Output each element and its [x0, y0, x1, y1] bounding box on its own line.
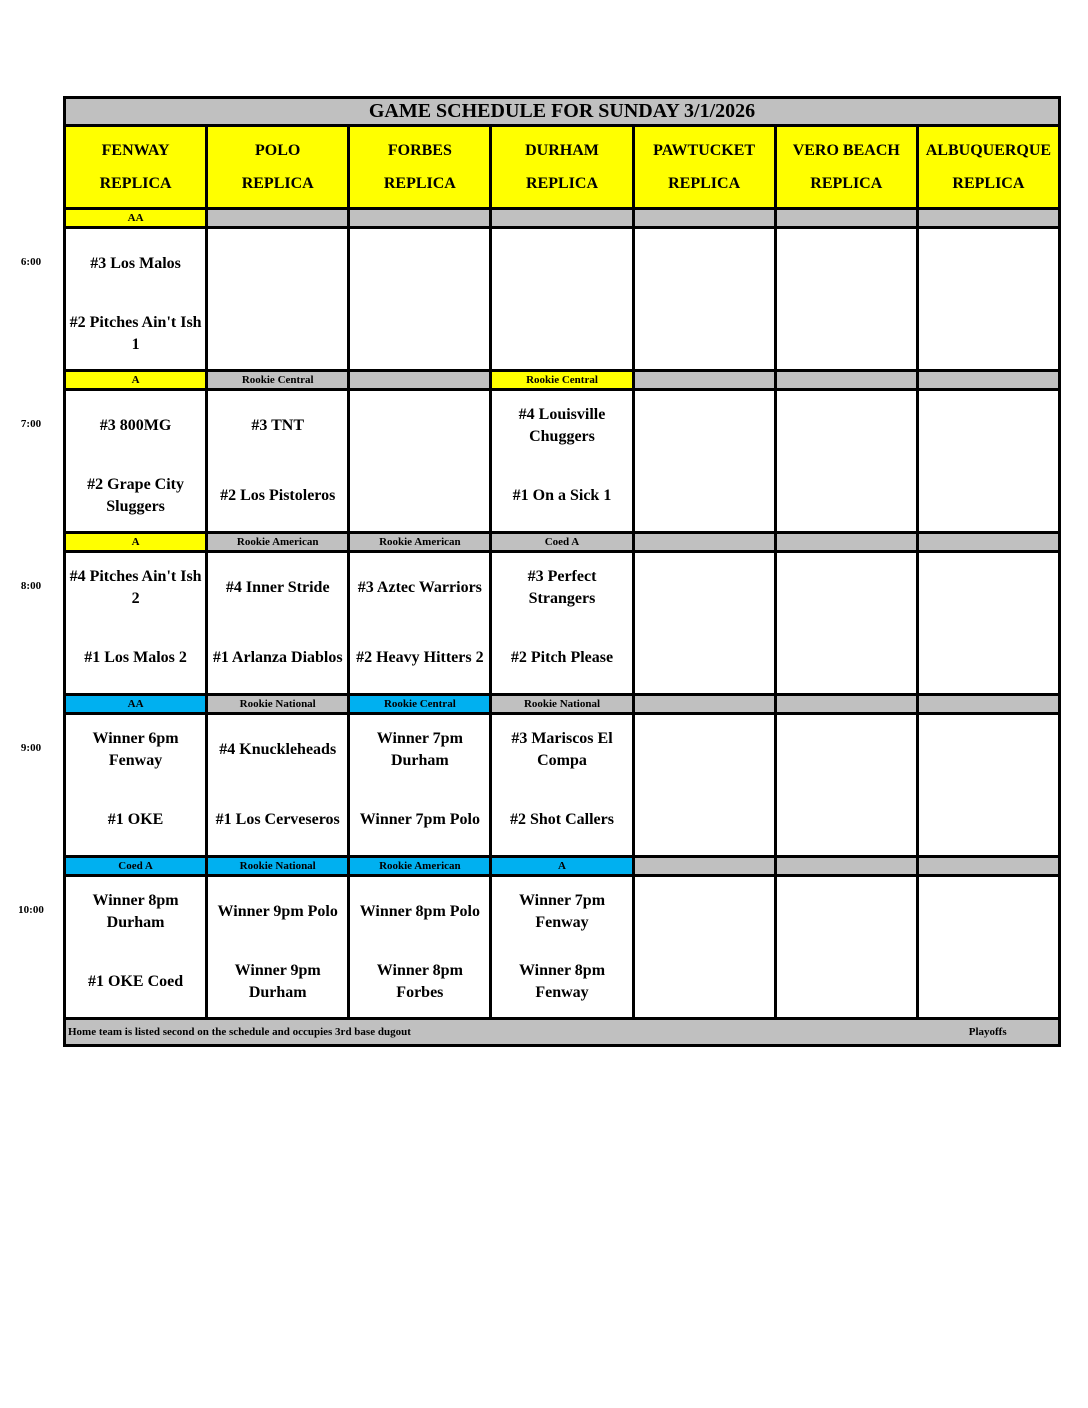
- field-name: FORBES: [387, 142, 452, 159]
- division-label: Rookie American: [207, 533, 349, 552]
- game-cell: [349, 552, 491, 695]
- away-team: #3 Mariscos El Compa: [511, 730, 613, 769]
- field-header: [775, 126, 917, 209]
- division-row: [65, 209, 1060, 228]
- field-subtitle: REPLICA: [241, 175, 314, 192]
- game-cell: [207, 876, 349, 1019]
- schedule-sheet: [63, 96, 1061, 1047]
- home-team: [635, 785, 774, 855]
- away-team: Winner 7pm Fenway: [518, 892, 606, 931]
- field-header: [207, 126, 349, 209]
- field-name: ALBUQUERQUE: [925, 142, 1052, 159]
- away-team: Winner 8pm Durham: [92, 892, 179, 931]
- game-cell: [491, 714, 633, 857]
- division-label: [917, 695, 1059, 714]
- division-label: [349, 209, 491, 228]
- home-team: Winner 7pm Polo: [359, 811, 480, 828]
- game-cell: [207, 714, 349, 857]
- game-cell: [207, 390, 349, 533]
- home-team: [635, 299, 774, 369]
- division-row: [65, 695, 1060, 714]
- division-label: Rookie Central: [491, 371, 633, 390]
- game-cell: [917, 552, 1059, 695]
- away-team: #3 Aztec Warriors: [357, 579, 482, 596]
- away-team: [492, 229, 631, 299]
- field-subtitle: REPLICA: [952, 175, 1025, 192]
- home-team: [777, 299, 916, 369]
- away-team: [635, 553, 774, 623]
- away-team: [777, 229, 916, 299]
- away-team: #3 Perfect Strangers: [527, 568, 597, 607]
- away-team: [635, 877, 774, 947]
- away-team: [350, 391, 489, 461]
- home-team: [635, 947, 774, 1017]
- away-team: [635, 391, 774, 461]
- away-team: [350, 229, 489, 299]
- division-label: [349, 371, 491, 390]
- schedule-table: [63, 96, 1061, 1047]
- away-team: [777, 715, 916, 785]
- away-team: [777, 877, 916, 947]
- game-cell: [775, 228, 917, 371]
- division-label: Coed A: [65, 857, 207, 876]
- footer-note: Home team is listed second on the schedule and occupies 3rd base dugout: [65, 1019, 918, 1046]
- game-cell: [633, 552, 775, 695]
- away-team: #4 Inner Stride: [225, 579, 330, 596]
- home-team: #2 Los Pistoleros: [220, 487, 336, 504]
- division-row: [65, 533, 1060, 552]
- home-team: #1 On a Sick 1: [512, 487, 612, 504]
- game-cell: [65, 552, 207, 695]
- game-cell: [775, 390, 917, 533]
- field-subtitle: REPLICA: [668, 175, 741, 192]
- division-label: A: [65, 533, 207, 552]
- division-label: Rookie Central: [207, 371, 349, 390]
- home-team: #2 Pitch Please: [510, 649, 614, 666]
- away-team: [919, 715, 1058, 785]
- away-team: #4 Louisville Chuggers: [518, 406, 606, 445]
- time-label: 6:00: [20, 256, 42, 268]
- home-team: [777, 461, 916, 531]
- game-cell: [917, 390, 1059, 533]
- away-team: [777, 553, 916, 623]
- game-cell: [349, 228, 491, 371]
- field-header: [917, 126, 1059, 209]
- footer-row: [65, 1019, 1060, 1046]
- game-cell: [917, 714, 1059, 857]
- home-team: Winner 9pm Durham: [234, 962, 321, 1001]
- home-team: [208, 299, 347, 369]
- game-cell: [633, 228, 775, 371]
- division-label: [633, 209, 775, 228]
- game-cell: [491, 228, 633, 371]
- time-label: 10:00: [18, 904, 44, 916]
- game-cell: [65, 390, 207, 533]
- field-subtitle: REPLICA: [383, 175, 456, 192]
- field-header: [349, 126, 491, 209]
- away-team: [777, 391, 916, 461]
- division-label: [917, 533, 1059, 552]
- game-cell: [917, 876, 1059, 1019]
- away-team: #3 800MG: [99, 417, 172, 434]
- home-team: [492, 299, 631, 369]
- away-team: [919, 229, 1058, 299]
- game-cell: [349, 390, 491, 533]
- division-row: [65, 371, 1060, 390]
- away-team: #4 Pitches Ain't Ish 2: [69, 568, 202, 607]
- division-row: [65, 857, 1060, 876]
- home-team: [350, 299, 489, 369]
- game-cell: [491, 390, 633, 533]
- field-name: VERO BEACH: [792, 142, 900, 159]
- home-team: [919, 461, 1058, 531]
- home-team: [919, 785, 1058, 855]
- division-label: [633, 533, 775, 552]
- field-subtitle: REPLICA: [810, 175, 883, 192]
- game-cell: [633, 714, 775, 857]
- home-team: #1 Arlanza Diablos: [212, 649, 343, 666]
- division-label: Rookie National: [491, 695, 633, 714]
- game-row: [65, 714, 1060, 857]
- field-header: [491, 126, 633, 209]
- game-cell: [491, 552, 633, 695]
- field-header: [633, 126, 775, 209]
- home-team: [635, 623, 774, 693]
- schedule-title: GAME SCHEDULE FOR SUNDAY 3/1/2026: [65, 98, 1060, 126]
- division-label: A: [491, 857, 633, 876]
- division-label: [491, 209, 633, 228]
- away-team: Winner 9pm Polo: [217, 903, 338, 920]
- away-team: [919, 877, 1058, 947]
- field-name: DURHAM: [525, 142, 599, 159]
- game-cell: [633, 876, 775, 1019]
- division-label: [633, 371, 775, 390]
- division-label: AA: [65, 695, 207, 714]
- home-team: [635, 461, 774, 531]
- division-label: [775, 695, 917, 714]
- time-label: 8:00: [20, 580, 42, 592]
- home-team: [919, 299, 1058, 369]
- home-team: [350, 461, 489, 531]
- division-label: [633, 857, 775, 876]
- division-label: [633, 695, 775, 714]
- away-team: [208, 229, 347, 299]
- home-team: [919, 623, 1058, 693]
- game-row: [65, 876, 1060, 1019]
- game-cell: [633, 390, 775, 533]
- division-label: [775, 371, 917, 390]
- division-label: Rookie National: [207, 695, 349, 714]
- division-label: Rookie Central: [349, 695, 491, 714]
- game-row: [65, 552, 1060, 695]
- game-cell: [207, 552, 349, 695]
- field-header: [65, 126, 207, 209]
- game-cell: [349, 714, 491, 857]
- home-team: #2 Shot Callers: [509, 811, 614, 828]
- division-label: [775, 857, 917, 876]
- game-cell: [207, 228, 349, 371]
- away-team: [919, 553, 1058, 623]
- game-cell: [775, 552, 917, 695]
- home-team: [777, 947, 916, 1017]
- home-team: #1 OKE Coed: [88, 973, 184, 990]
- field-name: POLO: [255, 142, 301, 159]
- field-subtitle: REPLICA: [99, 175, 172, 192]
- division-label: [207, 209, 349, 228]
- division-label: [917, 209, 1059, 228]
- home-team: #1 Los Malos 2: [84, 649, 187, 666]
- game-cell: [349, 876, 491, 1019]
- home-team: #2 Pitches Ain't Ish 1: [69, 314, 202, 353]
- division-label: [775, 209, 917, 228]
- home-team: [777, 785, 916, 855]
- home-team: #1 Los Cerveseros: [215, 811, 340, 828]
- away-team: #3 TNT: [251, 417, 305, 434]
- game-cell: [917, 228, 1059, 371]
- home-team: #2 Heavy Hitters 2: [356, 649, 484, 666]
- game-cell: [775, 876, 917, 1019]
- division-label: Rookie American: [349, 533, 491, 552]
- away-team: #3 Los Malos: [90, 255, 181, 272]
- home-team: #1 OKE: [107, 811, 164, 828]
- away-team: Winner 6pm Fenway: [92, 730, 179, 769]
- game-cell: [65, 714, 207, 857]
- away-team: Winner 7pm Durham: [376, 730, 463, 769]
- field-name: PAWTUCKET: [653, 142, 756, 159]
- footer-tag: Playoffs: [917, 1019, 1059, 1046]
- game-cell: [65, 876, 207, 1019]
- home-team: Winner 8pm Fenway: [518, 962, 606, 1001]
- home-team: #2 Grape City Sluggers: [87, 476, 184, 515]
- home-team: [919, 947, 1058, 1017]
- division-label: AA: [65, 209, 207, 228]
- game-row: [65, 228, 1060, 371]
- home-team: [777, 623, 916, 693]
- away-team: [635, 715, 774, 785]
- game-cell: [775, 714, 917, 857]
- field-header-row: [65, 126, 1060, 209]
- division-label: Rookie American: [349, 857, 491, 876]
- division-label: [775, 533, 917, 552]
- home-team: Winner 8pm Forbes: [376, 962, 463, 1001]
- time-label: 9:00: [20, 742, 42, 754]
- division-label: [917, 857, 1059, 876]
- field-subtitle: REPLICA: [525, 175, 598, 192]
- division-label: [917, 371, 1059, 390]
- field-name: FENWAY: [101, 142, 170, 159]
- away-team: Winner 8pm Polo: [359, 903, 480, 920]
- game-row: [65, 390, 1060, 533]
- division-label: Coed A: [491, 533, 633, 552]
- away-team: [919, 391, 1058, 461]
- away-team: #4 Knuckleheads: [219, 741, 337, 758]
- division-label: Rookie National: [207, 857, 349, 876]
- away-team: [635, 229, 774, 299]
- division-label: A: [65, 371, 207, 390]
- game-cell: [65, 228, 207, 371]
- time-label: 7:00: [20, 418, 42, 430]
- game-cell: [491, 876, 633, 1019]
